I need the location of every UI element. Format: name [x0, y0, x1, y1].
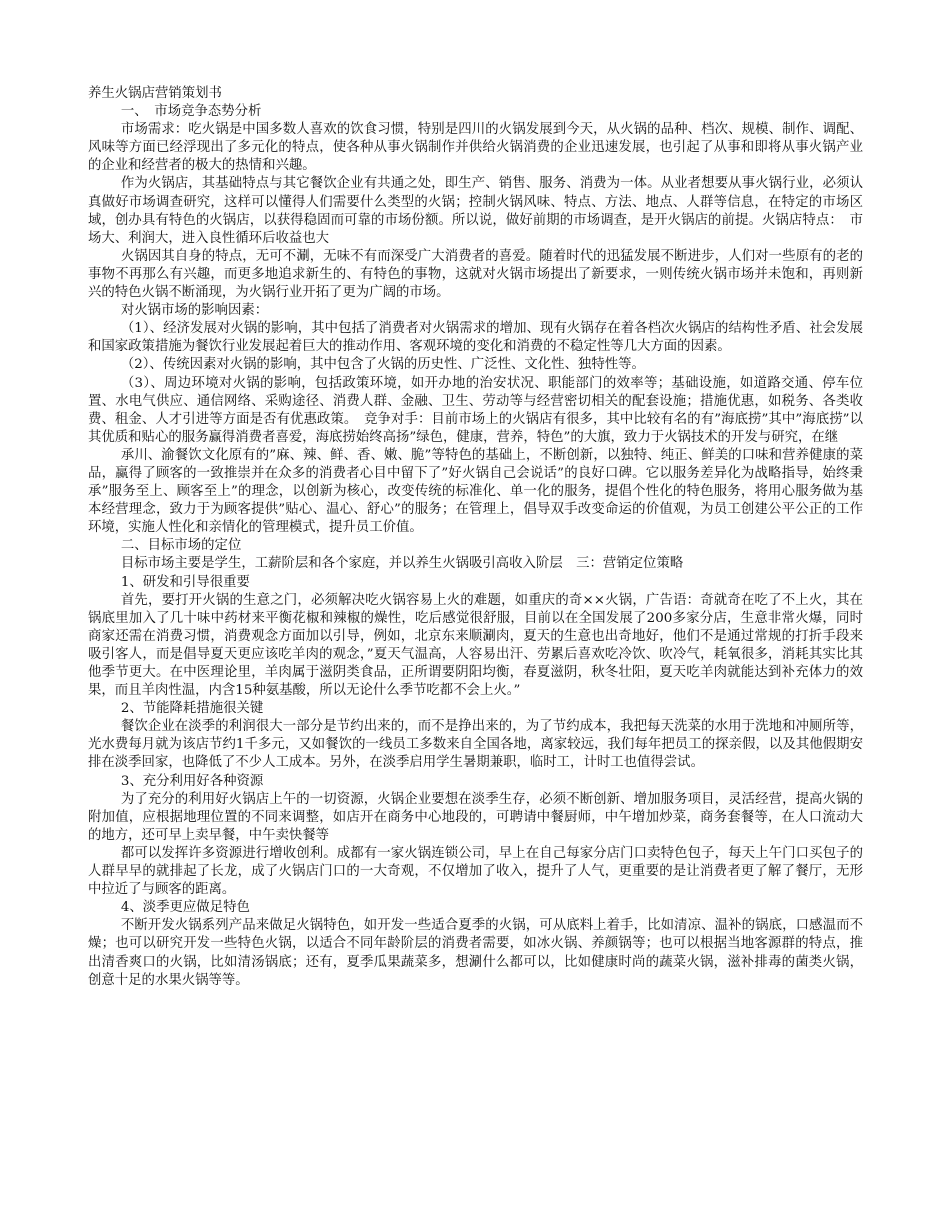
section-1-heading: 一、 市场竞争态势分析 [120, 104, 262, 120]
paragraph-subsection-1: 首先，要打开火锅的生意之门，必须解决吃火锅容易上火的难题，如重庆的奇××火锅，广告语：奇就奇在吃了不上火，其在锅底里加入了几十味中药材来平衡花椒和辣椒的燥性，吃后感觉很舒服，目前以在全国发展了200多家分店，生意非常火爆，同时商家还需在消费习惯，消费观念方面加以引导，例如，北京东来顺涮肉，夏天的生意也出奇地好，他们不是通过常规的打折手段来吸引客人，而是倡导夏天更应该吃羊肉的观念，”夏天气温高，人容易出汗、劳累后喜欢吃冷饮、吹冷气，耗氧很多，消耗其实比其他季节更大。在中医理论里，羊肉属于滋阴类食品，正所谓要阴阳均衡，春夏滋阴，秋冬壮阳，夏天吃羊肉就能达到补充体力的效果，而且羊肉性温，内含15种氨基酸，所以无论什么季节吃都不会上火。” [88, 592, 863, 699]
paragraph-subsection-4: 不断开发火锅系列产品来做足火锅特色，如开发一些适合夏季的火锅，可从底料上着手，比如清凉、温补的锅底，口感温而不燥；也可以研究开发一些特色火锅，以适合不同年龄阶层的消费者需要，如冰火锅、养颜锅等；也可以根据当地客源群的特点，推出清香爽口的火锅，比如清汤锅底；还有，夏季瓜果蔬菜多，想涮什么都可以，比如健康时尚的蔬菜火锅，滋补排毒的菌类火锅，创意十足的水果火锅等等。 [88, 918, 863, 988]
paragraph-subsection-3b: 都可以发挥许多资源进行增收创利。成都有一家火锅连锁公司，早上在自己每家分店门口卖特色包子，每天上午门口买包子的人群早早的就排起了长龙，成了火锅店门口的一大奇观，不仅增加了收入，提升了人气，更重要的是让消费者更了解了餐厅，无形中拉近了与顾客的距离。 [88, 845, 863, 898]
paragraph-target-market: 目标市场主要是学生，工薪阶层和各个家庭，并以养生火锅吸引高收入阶层 三：营销定位策略 [120, 556, 684, 572]
paragraph-subsection-3a: 为了充分的利用好火锅店上午的一切资源，火锅企业要想在淡季生存，必须不断创新、增加服务项目，灵活经营，提高火锅的附加值，应根据地理位置的不同来调整，如店开在商务中心地段的，可聘请中餐厨师，中午增加炒菜，商务套餐等，在人口流动大的地方，还可早上卖早餐，中午卖快餐等 [88, 791, 863, 843]
paragraph-hotpot-character: 火锅因其自身的特点，无可不涮，无味不有而深受广大消费者的喜爱。随着时代的迅猛发展不断进步，人们对一些原有的老的事物不再那么有兴趣，而更多地追求新生的、有特色的事物，这就对火锅市场提出了新要求，一则传统火锅市场并未饱和，再则新兴的特色火锅不断涌现，为火锅行业开拓了更为广阔的市场。 [88, 248, 863, 301]
paragraph-factor-1: （1）、经济发展对火锅的影响，其中包括了消费者对火锅需求的增加、现有火锅存在着各档次火锅店的结构性矛盾、社会发展和国家政策措施为餐饮行业发展起着巨大的推动作用、客观环境的变化和消费的不稳定性等几大方面的因素。 [88, 321, 863, 355]
subsection-4-heading: 4、淡季更应做足特色 [120, 900, 250, 916]
document-body [88, 85, 863, 990]
paragraph-inherit: 承川、渝餐饮文化原有的”麻、辣、鲜、香、嫩、脆”等特色的基础上，不断创新，以独特、纯正、鲜美的口味和营养健康的菜品，赢得了顾客的一致推崇并在众多的消费者心目中留下了”好火锅自己会说话”的良好口碑。它以服务差异化为战略指导，始终秉承”服务至上、顾客至上”的理念，以创新为核心，改变传统的标准化、单一化的服务，提倡个性化的特色服务，将用心服务做为基本经营理念，致力于为顾客提供”贴心、温心、舒心”的服务；在管理上，倡导双手改变命运的价值观，为员工创建公平公正的工作环境，实施人性化和亲情化的管理模式，提升员工价值。 [88, 447, 863, 536]
section-2-heading: 二、目标市场的定位 [120, 538, 242, 554]
subsection-2-heading: 2、节能降耗措施很关键 [120, 701, 264, 717]
document-title: 养生火锅店营销策划书 [88, 86, 222, 101]
paragraph-factors-heading: 对火锅市场的影响因素： [120, 303, 269, 319]
subsection-1-heading: 1、研发和引导很重要 [120, 574, 250, 590]
paragraph-market-research: 作为火锅店，其基础特点与其它餐饮企业有共通之处，即生产、销售、服务、消费为一体。从业者想要从事火锅行业，必须认真做好市场调查研究，这样可以懂得人们需要什么类型的火锅；控制火锅风味、特点、方法、地点、人群等信息，在特定的市场区域，创办具有特色的火锅店，以获得稳固而可靠的市场份额。所以说，做好前期的市场调查，是开火锅店的前提。火锅店特点： 市场大、利润大，进入良性循环后收益也大 [88, 176, 863, 246]
paragraph-subsection-2: 餐饮企业在淡季的利润很大一部分是节约出来的，而不是挣出来的，为了节约成本，我把每天洗菜的水用于洗地和冲厕所等，光水费每月就为该店节约1千多元，又如餐饮的一线员工多数来自全国各地，离家较远，我们每年把员工的探亲假，以及其他假期安排在淡季回家，也降低了不少人工成本。另外，在淡季启用学生暑期兼职，临时工，计时工也值得尝试。 [88, 719, 863, 771]
paragraph-market-demand: 市场需求：吃火锅是中国多数人喜欢的饮食习惯，特别是四川的火锅发展到今天，从火锅的品种、档次、规模、制作、调配、风味等方面已经浮现出了多元化的特点，使各种从事火锅制作并供给火锅消费的企业迅速发展，也引起了从事和即将从事火锅产业的企业和经营者的极大的热情和兴趣。 [88, 122, 863, 174]
subsection-3-heading: 3、充分利用好各种资源 [120, 773, 264, 789]
paragraph-factor-3: （3）、周边环境对火锅的影响，包括政策环境，如开办地的治安状况、职能部门的效率等；基础设施，如道路交通、停车位置、水电气供应、通信网络、采购途径、消费人群、金融、卫生、劳动等与经营密切相关的配套设施；措施优惠，如税务、各类收费、租金、人才引进等方面是否有优惠政策。 竞争对手：目前市场上的火锅店有很多，其中比较有名的有”海底捞”其中”海底捞”以其优质和贴心的服务赢得消费者喜爱，海底捞始终高扬”绿色，健康，营养，特色”的大旗，致力于火锅技术的开发与研究，在继 [88, 375, 863, 445]
paragraph-factor-2: （2）、传统因素对火锅的影响，其中包含了火锅的历史性、广泛性、文化性、独特性等。 [120, 357, 645, 373]
